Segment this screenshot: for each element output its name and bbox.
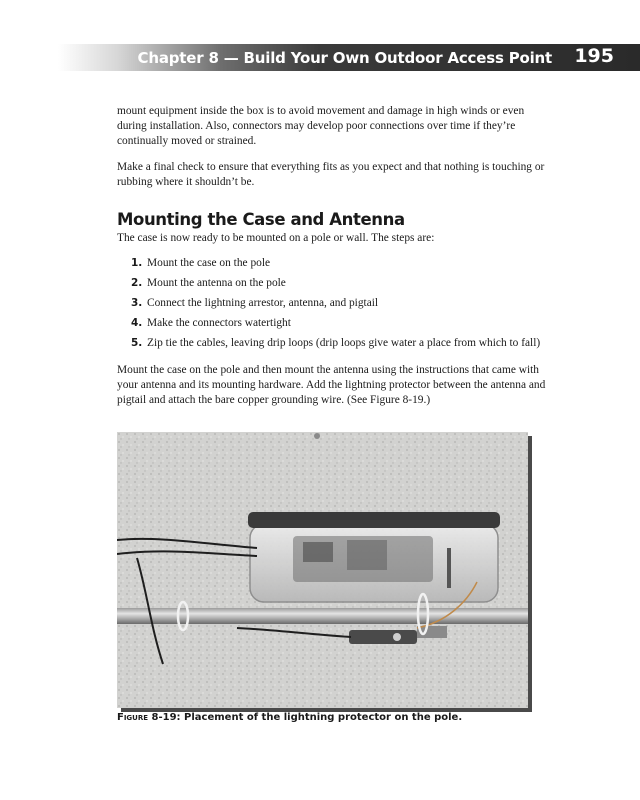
list-item — [131, 256, 553, 271]
figure-label: Figure — [117, 712, 149, 723]
case-lid — [248, 512, 500, 528]
list-item — [131, 316, 553, 331]
chapter-header-bar — [58, 44, 640, 71]
step-number: 1. — [131, 257, 143, 269]
figure-photo — [117, 432, 528, 708]
step-text: Connect the lightning arrestor, antenna, and pigtail — [147, 297, 379, 309]
step-number: 5. — [131, 337, 143, 349]
figure-number: 8-19: — [151, 712, 181, 723]
chapter-title: Chapter 8 — Build Your Own Outdoor Access Point — [137, 49, 552, 67]
lightning-protector — [349, 630, 417, 644]
list-item — [131, 276, 553, 291]
connector-post — [447, 548, 451, 588]
step-number: 2. — [131, 277, 143, 289]
steps-list — [131, 256, 553, 351]
step-text: Make the connectors watertight — [147, 317, 291, 329]
step-text: Zip tie the cables, leaving drip loops (drip loops give water a place from which to fall) — [147, 337, 541, 349]
step-text: Mount the case on the pole — [147, 257, 271, 269]
figure-caption — [117, 712, 557, 723]
paragraph-1: mount equipment inside the box is to avoid movement and damage in high winds or even during installation. Also, connectors may develop poor connections over time if they’re continually moved or strained. — [117, 105, 525, 147]
list-item — [131, 296, 553, 311]
section-heading: Mounting the Case and Antenna — [117, 210, 405, 229]
step-number: 4. — [131, 317, 143, 329]
step-text: Mount the antenna on the pole — [147, 277, 286, 289]
section-intro: The case is now ready to be mounted on a pole or wall. The steps are: — [117, 232, 435, 244]
page-body — [117, 104, 553, 419]
paragraph-2: Make a final check to ensure that everything fits as you expect and that nothing is touching or rubbing where it shouldn’t be. — [117, 161, 545, 188]
figure-caption-text: Placement of the lightning protector on the pole. — [184, 712, 463, 723]
pole-mount-photo — [117, 432, 528, 708]
page-number: 195 — [574, 45, 614, 67]
closing-paragraph: Mount the case on the pole and then mount the antenna using the instructions that came with your antenna and its mounting hardware. Add the lightning protector between the antenna and pigtail and attach the bare copper grounding wire. (See Figure 8-19.) — [117, 364, 546, 406]
list-item — [131, 336, 553, 351]
step-number: 3. — [131, 297, 143, 309]
